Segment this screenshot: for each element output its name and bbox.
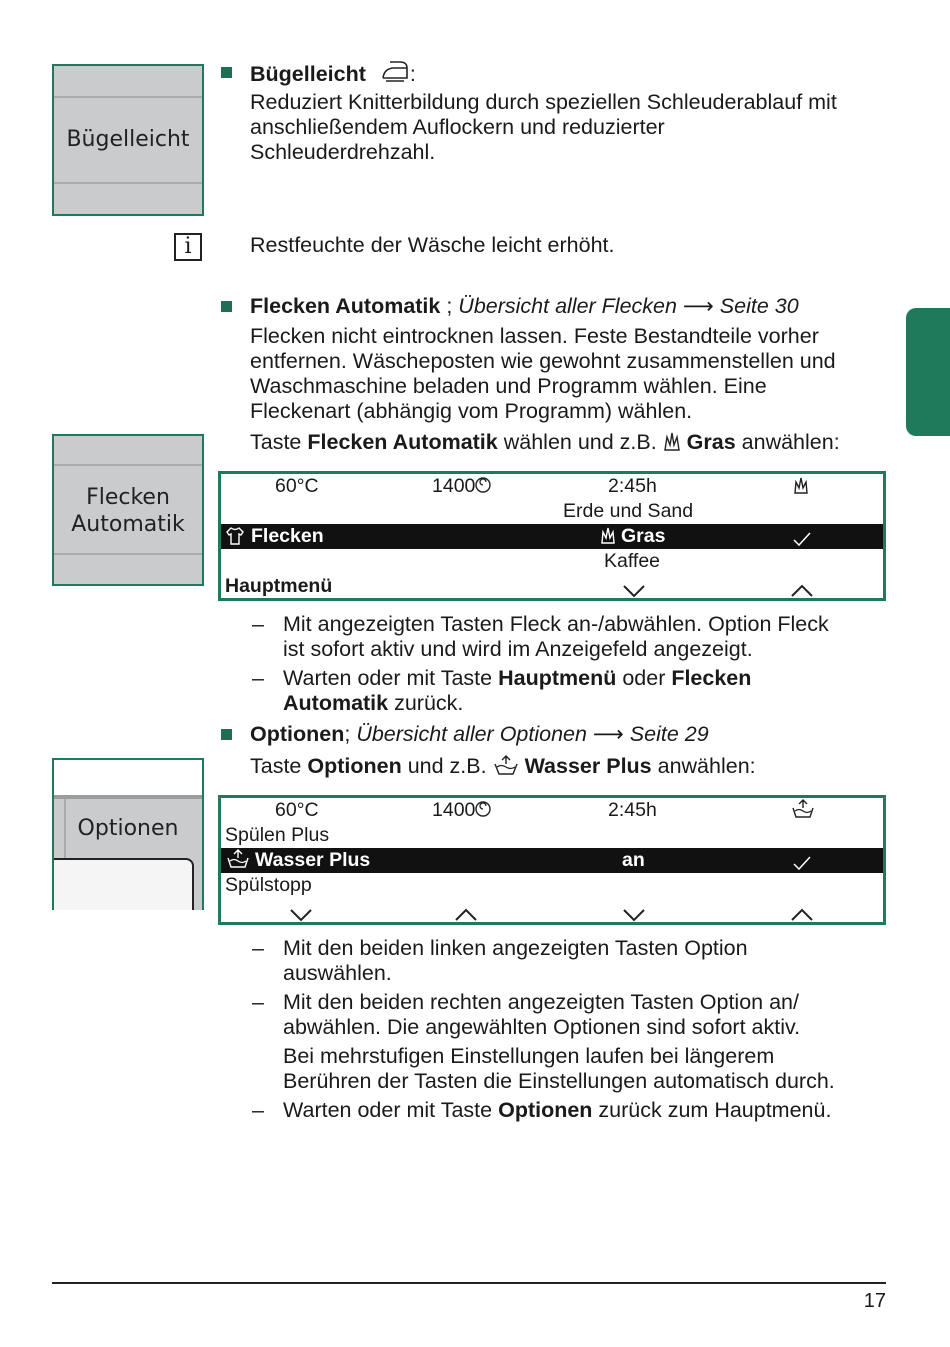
flecken-automatik-key-graphic (52, 434, 204, 586)
buegelleicht-line3: Schleuderdrehzahl. (250, 140, 436, 164)
bullet-optionen (221, 729, 232, 740)
flecken-instr-key: Flecken Automatik (307, 430, 498, 454)
display-row-flecken: Flecken (251, 525, 324, 547)
display-temp: 60°C (275, 799, 319, 821)
info-icon: i (174, 233, 202, 261)
display-spin: 1400 (432, 474, 491, 498)
flecken-title: Flecken Automatik (250, 294, 441, 318)
dash-marker: – (252, 612, 264, 636)
flecken-dash2-key1: Hauptmenü (498, 666, 617, 690)
optionen-key-graphic (52, 758, 204, 910)
optionen-ref-page: Seite 29 (629, 722, 709, 746)
flecken-instr-item: Gras (686, 430, 736, 454)
flecken-sep: ; (440, 294, 459, 318)
display-selected-row (221, 524, 883, 549)
page-number: 17 (863, 1290, 886, 1312)
buegelleicht-key-graphic (52, 64, 204, 216)
flecken-ref-page: Seite 30 (719, 294, 799, 318)
grass-status-icon (793, 476, 809, 500)
optionen-title: Optionen (250, 722, 345, 746)
optionen-instr-item: Wasser Plus (524, 754, 652, 778)
chevron-up-icon (791, 904, 813, 928)
dash-marker: – (252, 1098, 264, 1122)
buegelleicht-line1: Reduziert Knitterbildung durch speziellen Schleuderablauf mit (250, 90, 837, 114)
chevron-up-icon (455, 904, 477, 928)
flecken-line4: Fleckenart (abhängig vom Programm) wählen. (250, 399, 693, 423)
chevron-down-icon (623, 904, 645, 928)
display-selected-row (221, 848, 883, 873)
buegelleicht-heading (250, 60, 416, 87)
display-row-kaffee: Kaffee (604, 550, 661, 572)
optionen-dash2-line1: Mit den beiden rechten angezeigten Tasten Option an/ (283, 990, 799, 1014)
flecken-dash1-line1: Mit angezeigten Tasten Fleck an-/abwählen. Option Fleck (283, 612, 829, 636)
grass-icon-inverted (600, 526, 616, 550)
display-row-erde: Erde und Sand (563, 500, 694, 522)
display-hauptmenue: Hauptmenü (225, 575, 333, 597)
flecken-display (218, 471, 886, 601)
buegelleicht-key-label: Bügelleicht (66, 127, 190, 152)
optionen-display (218, 795, 886, 925)
optionen-dash1-line2: auswählen. (283, 961, 392, 985)
display-time: 2:45h (608, 475, 657, 497)
optionen-sep: ; (344, 722, 357, 746)
buegelleicht-title: Bügelleicht (250, 62, 366, 86)
flecken-line1: Flecken nicht eintrocknen lassen. Feste Bestandteile vorher (250, 324, 819, 348)
display-row-spuelstopp: Spülstopp (225, 874, 312, 896)
optionen-instr-post: anwählen: (651, 754, 756, 778)
flecken-key-label-line2: Automatik (71, 512, 185, 537)
chevron-down-icon (623, 580, 645, 604)
flecken-dash2-key2a: Flecken (671, 666, 752, 690)
display-row-wasser-plus: Wasser Plus (255, 849, 371, 871)
arrow-icon: ⟶ (592, 722, 624, 746)
optionen-heading (250, 722, 709, 747)
display-row-spuelen-plus: Spülen Plus (225, 824, 330, 846)
optionen-instruction (250, 754, 756, 779)
display-spin: 1400 (432, 798, 491, 822)
flecken-dash2-key2b: Automatik (283, 691, 389, 715)
flecken-heading (250, 294, 799, 319)
buegelleicht-colon: : (409, 62, 416, 86)
dash-marker: – (252, 990, 264, 1014)
flecken-dash1-line2: ist sofort aktiv und wird im Anzeigefeld angezeigt. (283, 637, 753, 661)
flecken-instruction (250, 430, 840, 455)
flecken-instr-pre: Taste (250, 430, 308, 454)
water-plus-status-icon (791, 799, 815, 825)
optionen-dash3 (283, 1098, 831, 1123)
flecken-line3: Waschmaschine beladen und Programm wählen. Eine (250, 374, 767, 398)
footer-rule (52, 1282, 886, 1284)
optionen-instr-key: Optionen (307, 754, 402, 778)
dash-marker: – (252, 936, 264, 960)
optionen-note-line2: Berühren der Tasten die Einstellungen automatisch durch. (283, 1069, 835, 1093)
display-row-gras: Gras (621, 525, 666, 547)
spin-icon (475, 475, 491, 491)
optionen-instr-pre: Taste (250, 754, 308, 778)
spin-icon (475, 799, 491, 815)
optionen-dash3-key: Optionen (498, 1098, 593, 1122)
arrow-icon: ⟶ (682, 294, 714, 318)
flecken-instr-post: anwählen: (735, 430, 840, 454)
bullet-flecken (221, 301, 232, 312)
bullet-buegelleicht (221, 67, 232, 78)
optionen-key-label: Optionen (77, 816, 179, 841)
buegelleicht-line2: anschließendem Auflockern und reduzierter (250, 115, 665, 139)
optionen-instr-mid: und z.B. (401, 754, 493, 778)
water-plus-icon-inverted (226, 849, 250, 875)
flecken-dash2-pre: Warten oder mit Taste (283, 666, 499, 690)
optionen-dash3-post: zurück zum Hauptmenü. (592, 1098, 832, 1122)
iron-icon (380, 60, 410, 82)
display-temp: 60°C (275, 475, 319, 497)
flecken-ref: Übersicht aller Flecken (458, 294, 677, 318)
flecken-dash2-line1 (283, 666, 751, 691)
optionen-note-line1: Bei mehrstufigen Einstellungen laufen bei längerem (283, 1044, 775, 1068)
chapter-tab (906, 308, 950, 436)
flecken-instr-mid: wählen und z.B. (497, 430, 663, 454)
flecken-dash2-mid: oder (616, 666, 672, 690)
display-row-an: an (622, 849, 645, 871)
flecken-dash2-line2 (283, 691, 463, 716)
optionen-ref: Übersicht aller Optionen (356, 722, 587, 746)
optionen-dash1-line1: Mit den beiden linken angezeigten Tasten Option (283, 936, 748, 960)
dash-marker: – (252, 666, 264, 690)
buegelleicht-info-text: Restfeuchte der Wäsche leicht erhöht. (250, 233, 615, 257)
water-plus-icon (493, 754, 519, 776)
grass-icon (663, 431, 681, 451)
chevron-up-icon (791, 580, 813, 604)
flecken-line2: entfernen. Wäscheposten wie gewohnt zusammenstellen und (250, 349, 836, 373)
flecken-key-label-line1: Flecken (86, 485, 170, 510)
display-time: 2:45h (608, 799, 657, 821)
chevron-down-icon (290, 904, 312, 928)
optionen-dash3-pre: Warten oder mit Taste (283, 1098, 499, 1122)
optionen-dash2-line2: abwählen. Die angewählten Optionen sind sofort aktiv. (283, 1015, 801, 1039)
flecken-dash2-post: zurück. (388, 691, 464, 715)
